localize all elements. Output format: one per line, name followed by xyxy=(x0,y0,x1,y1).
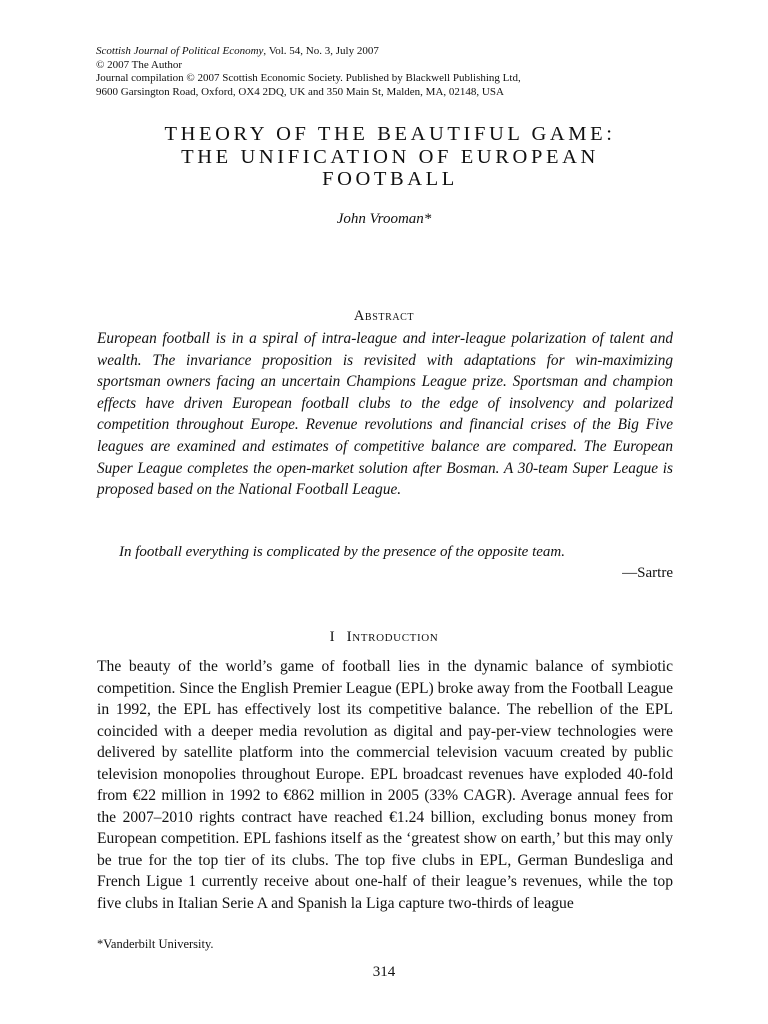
abstract-text: European football is in a spiral of intra-league and inter-league polarization of talent and wealth. The invariance proposition is revisited with adaptations for win-maximizing sportsman owners facing an uncertain Champions League prize. Sportsman and champion effects have driven European football clubs to the edge of insolvency and polarized competition throughout Europe. Revenue revolutions and financial crises of the Big Five leagues are examined and estimates of competitive balance are compared. The European Super League completes the open-market solution after Bosman. A 30-team Super League is proposed based on the National Football League. xyxy=(97,330,673,499)
abstract xyxy=(97,328,673,501)
epigraph-quote: In football everything is complicated by the presence of the opposite team. xyxy=(119,544,565,560)
epigraph-attribution: —Sartre xyxy=(622,565,673,581)
footnote: *Vanderbilt University. xyxy=(97,937,214,951)
journal-issue: , Vol. 54, No. 3, July 2007 xyxy=(263,45,379,57)
section-number: I xyxy=(329,629,335,645)
title-line-3: FOOTBALL xyxy=(322,168,458,190)
abstract-heading: Abstract xyxy=(353,308,415,324)
journal-header xyxy=(96,45,696,99)
paper-title xyxy=(90,123,690,191)
author-name: John Vrooman* xyxy=(336,211,432,227)
page-number: 314 xyxy=(372,964,396,980)
journal-compilation: Journal compilation © 2007 Scottish Economic Society. Published by Blackwell Publishing Ltd, xyxy=(96,72,521,84)
title-line-1: THEORY OF THE BEAUTIFUL GAME: xyxy=(164,123,616,145)
epigraph xyxy=(97,542,673,584)
introduction-body xyxy=(97,656,673,914)
section-name: Introduction xyxy=(346,629,439,645)
author-copyright: © 2007 The Author xyxy=(96,58,183,71)
journal-citation xyxy=(96,45,696,59)
section-heading xyxy=(0,629,768,646)
introduction-paragraph: The beauty of the world’s game of football lies in the dynamic balance of symbiotic competition. Since the English Premier League (EPL) broke away from the Football League in 1992, the EPL has effectively lost its competitive balance. The rebellion of the EPL coincided with a deeper media revolution as digital and pay-per-view technologies were delivered by satellite platform into the commercial television vacuum created by public television monopolies throughout Europe. EPL broadcast revenues have exploded 40-fold from €22 million in 1992 to €862 million in 2005 (33% CAGR). Average annual fees for the 2007–2010 rights contract have reached €1.24 billion, excluding bonus money from European competition. EPL fashions itself as the ‘greatest show on earth,’ but this may only be true for the top tier of its clubs. The top five clubs in EPL, German Bundesliga and French Ligue 1 currently receive about one-half of their league’s revenues, while the top five clubs in Italian Serie A and Spanish la Liga capture two-thirds of league xyxy=(97,658,673,912)
publisher-address: 9600 Garsington Road, Oxford, OX4 2DQ, UK and 350 Main St, Malden, MA, 02148, USA xyxy=(96,85,504,98)
title-line-2: THE UNIFICATION OF EUROPEAN xyxy=(181,145,599,168)
journal-name: Scottish Journal of Political Economy xyxy=(96,45,264,57)
